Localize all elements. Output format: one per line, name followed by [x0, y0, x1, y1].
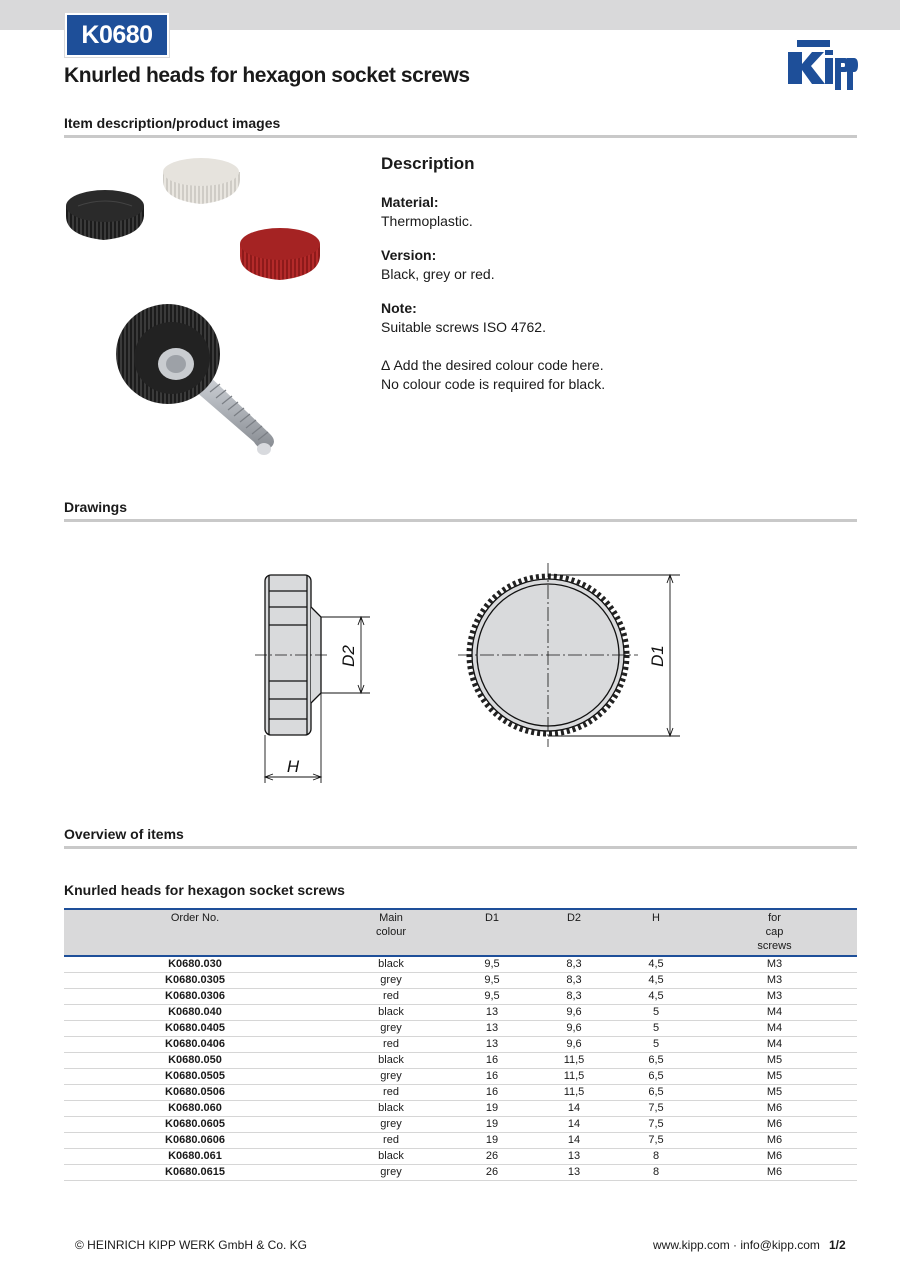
d1-cell: 26 — [456, 1149, 528, 1165]
order-no-cell: K0680.0506 — [64, 1085, 326, 1101]
colour-cell: red — [326, 1037, 456, 1053]
screw-cell: M4 — [692, 1021, 857, 1037]
col-d2: D2 — [528, 909, 620, 956]
colour-cell: grey — [326, 1165, 456, 1181]
d1-cell: 16 — [456, 1085, 528, 1101]
d2-cell: 13 — [528, 1165, 620, 1181]
screw-cell: M4 — [692, 1037, 857, 1053]
screw-cell: M3 — [692, 989, 857, 1005]
colour-cell: black — [326, 1101, 456, 1117]
d1-cell: 19 — [456, 1133, 528, 1149]
d2-cell: 8,3 — [528, 989, 620, 1005]
screw-cell: M3 — [692, 973, 857, 989]
colour-code-note-2: No colour code is required for black. — [381, 376, 606, 392]
d1-cell: 19 — [456, 1101, 528, 1117]
h-cell: 8 — [620, 1165, 692, 1181]
d1-cell: 13 — [456, 1021, 528, 1037]
h-cell: 5 — [620, 1021, 692, 1037]
d2-cell: 11,5 — [528, 1069, 620, 1085]
d2-cell: 14 — [528, 1117, 620, 1133]
section-title-item-description: Item description/product images — [64, 115, 281, 131]
order-no-cell: K0680.0306 — [64, 989, 326, 1005]
h-cell: 5 — [620, 1005, 692, 1021]
knob-with-screw-image — [116, 304, 274, 455]
colour-cell: red — [326, 1133, 456, 1149]
version-value: Black, grey or red. — [381, 266, 495, 282]
colour-cell: red — [326, 989, 456, 1005]
h-cell: 4,5 — [620, 973, 692, 989]
order-no-cell: K0680.030 — [64, 956, 326, 973]
colour-cell: black — [326, 956, 456, 973]
d2-cell: 11,5 — [528, 1053, 620, 1069]
h-cell: 4,5 — [620, 956, 692, 973]
d2-cell: 9,6 — [528, 1021, 620, 1037]
h-cell: 7,5 — [620, 1133, 692, 1149]
page-title: Knurled heads for hexagon socket screws — [64, 64, 470, 87]
d1-cell: 13 — [456, 1037, 528, 1053]
section-divider — [64, 135, 857, 138]
screw-cell: M6 — [692, 1101, 857, 1117]
screw-cell: M4 — [692, 1005, 857, 1021]
copyright: © HEINRICH KIPP WERK GmbH & Co. KG — [75, 1238, 307, 1252]
contact-info: www.kipp.com · info@kipp.com — [653, 1238, 820, 1252]
table-row — [64, 956, 857, 973]
black-knob-image — [66, 190, 144, 240]
d1-cell: 26 — [456, 1165, 528, 1181]
h-cell: 6,5 — [620, 1085, 692, 1101]
table-title: Knurled heads for hexagon socket screws — [64, 882, 345, 898]
description-heading: Description — [381, 154, 475, 173]
table-row — [64, 1165, 857, 1181]
col-main-colour: Main colour — [326, 909, 456, 956]
order-no-cell: K0680.061 — [64, 1149, 326, 1165]
screw-cell: M5 — [692, 1069, 857, 1085]
d2-cell: 13 — [528, 1149, 620, 1165]
col-h: H — [620, 909, 692, 956]
order-no-cell: K0680.040 — [64, 1005, 326, 1021]
table-row — [64, 1149, 857, 1165]
d2-cell: 14 — [528, 1133, 620, 1149]
d1-cell: 9,5 — [456, 956, 528, 973]
h-cell: 7,5 — [620, 1101, 692, 1117]
table-row — [64, 989, 857, 1005]
grey-knob-image — [163, 158, 240, 204]
items-table — [64, 908, 857, 1181]
kipp-logo — [784, 38, 858, 92]
order-no-cell: K0680.060 — [64, 1101, 326, 1117]
order-no-cell: K0680.0605 — [64, 1117, 326, 1133]
d2-cell: 9,6 — [528, 1005, 620, 1021]
material-label: Material: — [381, 194, 439, 210]
d2-cell: 8,3 — [528, 956, 620, 973]
table-row — [64, 1117, 857, 1133]
table-row — [64, 1069, 857, 1085]
order-no-cell: K0680.0505 — [64, 1069, 326, 1085]
d1-label: D1 — [648, 645, 667, 667]
order-no-cell: K0680.0606 — [64, 1133, 326, 1149]
screw-cell: M5 — [692, 1085, 857, 1101]
table-row — [64, 1133, 857, 1149]
h-cell: 8 — [620, 1149, 692, 1165]
col-cap-screws: for cap screws — [692, 909, 857, 956]
order-no-cell: K0680.050 — [64, 1053, 326, 1069]
h-label: H — [286, 757, 300, 776]
section-divider — [64, 519, 857, 522]
table-row — [64, 1005, 857, 1021]
colour-cell: black — [326, 1005, 456, 1021]
d2-label: D2 — [339, 645, 358, 667]
d1-cell: 9,5 — [456, 973, 528, 989]
product-image — [64, 152, 322, 472]
screw-cell: M6 — [692, 1165, 857, 1181]
colour-cell: red — [326, 1085, 456, 1101]
h-cell: 6,5 — [620, 1069, 692, 1085]
top-view — [458, 563, 680, 747]
h-cell: 5 — [620, 1037, 692, 1053]
colour-cell: grey — [326, 1117, 456, 1133]
d1-cell: 16 — [456, 1069, 528, 1085]
colour-cell: grey — [326, 1021, 456, 1037]
screw-cell: M3 — [692, 956, 857, 973]
colour-cell: grey — [326, 973, 456, 989]
d2-cell: 8,3 — [528, 973, 620, 989]
red-knob-image — [240, 228, 320, 280]
description-panel — [381, 154, 851, 394]
colour-cell: grey — [326, 1069, 456, 1085]
order-no-cell: K0680.0615 — [64, 1165, 326, 1181]
d1-cell: 16 — [456, 1053, 528, 1069]
product-code-badge: K0680 — [65, 13, 169, 57]
technical-drawing — [230, 555, 700, 795]
h-cell: 7,5 — [620, 1117, 692, 1133]
d2-cell: 11,5 — [528, 1085, 620, 1101]
table-header-row — [64, 909, 857, 956]
table-row — [64, 1037, 857, 1053]
colour-cell: black — [326, 1149, 456, 1165]
colour-code-note: Δ Add the desired colour code here. — [381, 357, 604, 373]
h-cell: 4,5 — [620, 989, 692, 1005]
d2-cell: 14 — [528, 1101, 620, 1117]
d1-cell: 9,5 — [456, 989, 528, 1005]
section-title-drawings: Drawings — [64, 499, 128, 515]
screw-cell: M5 — [692, 1053, 857, 1069]
version-label: Version: — [381, 247, 437, 263]
screw-cell: M6 — [692, 1133, 857, 1149]
section-title-overview: Overview of items — [64, 826, 184, 842]
order-no-cell: K0680.0405 — [64, 1021, 326, 1037]
table-row — [64, 1021, 857, 1037]
section-divider — [64, 846, 857, 849]
order-no-cell: K0680.0305 — [64, 973, 326, 989]
note-label: Note: — [381, 300, 417, 316]
d2-cell: 9,6 — [528, 1037, 620, 1053]
screw-cell: M6 — [692, 1117, 857, 1133]
table-row — [64, 1053, 857, 1069]
table-row — [64, 1085, 857, 1101]
col-d1: D1 — [456, 909, 528, 956]
screw-cell: M6 — [692, 1149, 857, 1165]
colour-cell: black — [326, 1053, 456, 1069]
side-view — [255, 575, 370, 783]
h-cell: 6,5 — [620, 1053, 692, 1069]
order-no-cell: K0680.0406 — [64, 1037, 326, 1053]
col-order-no: Order No. — [64, 909, 326, 956]
d1-cell: 13 — [456, 1005, 528, 1021]
material-value: Thermoplastic. — [381, 213, 473, 229]
items-table-body — [64, 956, 857, 1181]
table-row — [64, 973, 857, 989]
table-row — [64, 1101, 857, 1117]
page-number: 1/2 — [829, 1238, 846, 1252]
d1-cell: 19 — [456, 1117, 528, 1133]
note-value: Suitable screws ISO 4762. — [381, 319, 546, 335]
